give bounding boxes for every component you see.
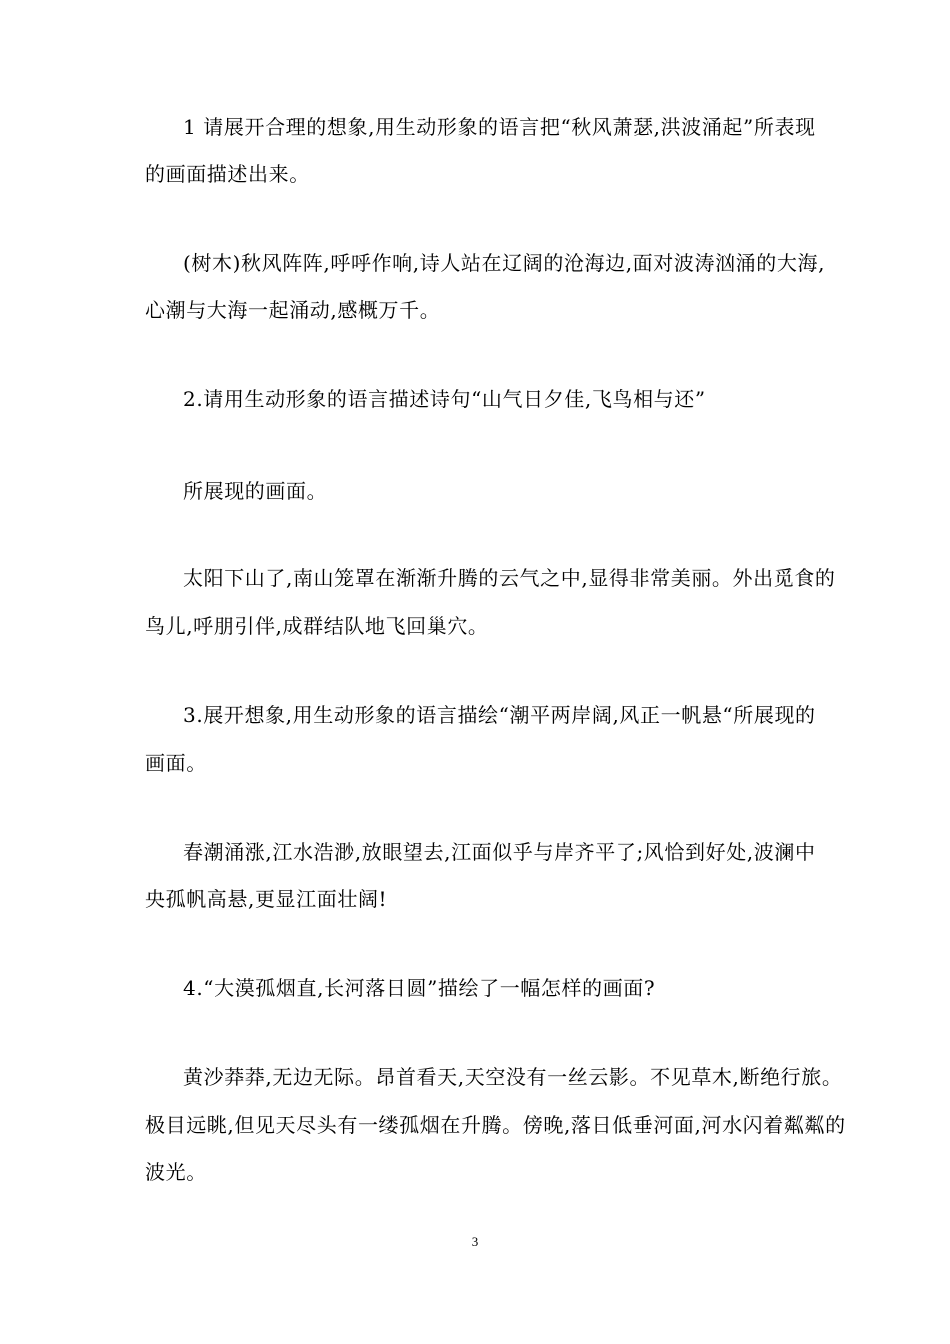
question-1-line-1: 1 请展开合理的想象,用生动形象的语言把“秋风萧瑟,洪波涌起”所表现 bbox=[183, 115, 816, 139]
question-2-line-2: 所展现的画面。 bbox=[183, 479, 328, 503]
answer-3-line-2: 央孤帆高悬,更显江面壮阔! bbox=[145, 887, 388, 911]
question-3-line-2: 画面。 bbox=[145, 751, 207, 775]
question-2-line-1: 2.请用生动形象的语言描述诗句“山气日夕佳,飞鸟相与还” bbox=[183, 387, 706, 411]
answer-4-line-1: 黄沙莽莽,无边无际。昂首看天,天空没有一丝云影。不见草木,断绝行旅。 bbox=[183, 1065, 843, 1089]
answer-4-line-3: 波光。 bbox=[145, 1160, 207, 1184]
answer-1-line-2: 心潮与大海一起涌动,感概万千。 bbox=[145, 298, 441, 322]
question-3-line-1: 3.展开想象,用生动形象的语言描绘“潮平两岸阔,风正一帆悬“所展现的 bbox=[183, 703, 816, 727]
answer-4-line-2: 极目远眺,但见天尽头有一缕孤烟在升腾。傍晚,落日低垂河面,河水闪着粼粼的 bbox=[145, 1113, 846, 1137]
answer-2-line-1: 太阳下山了,南山笼罩在渐渐升腾的云气之中,显得非常美丽。外出觅食的 bbox=[183, 566, 836, 590]
answer-3-line-1: 春潮涌涨,江水浩渺,放眼望去,江面似乎与岸齐平了;风恰到好处,波澜中 bbox=[183, 840, 816, 864]
question-1-line-2: 的画面描述出来。 bbox=[145, 162, 310, 186]
page-number: 3 bbox=[471, 1234, 479, 1249]
answer-2-line-2: 鸟儿,呼朋引伴,成群结队地飞回巢穴。 bbox=[145, 614, 489, 638]
answer-1-line-1: (树木)秋风阵阵,呼呼作响,诗人站在辽阔的沧海边,面对波涛汹涌的大海, bbox=[183, 251, 826, 275]
question-4-line-1: 4.“大漠孤烟直,长河落日圆”描绘了一幅怎样的画面? bbox=[183, 976, 656, 1000]
